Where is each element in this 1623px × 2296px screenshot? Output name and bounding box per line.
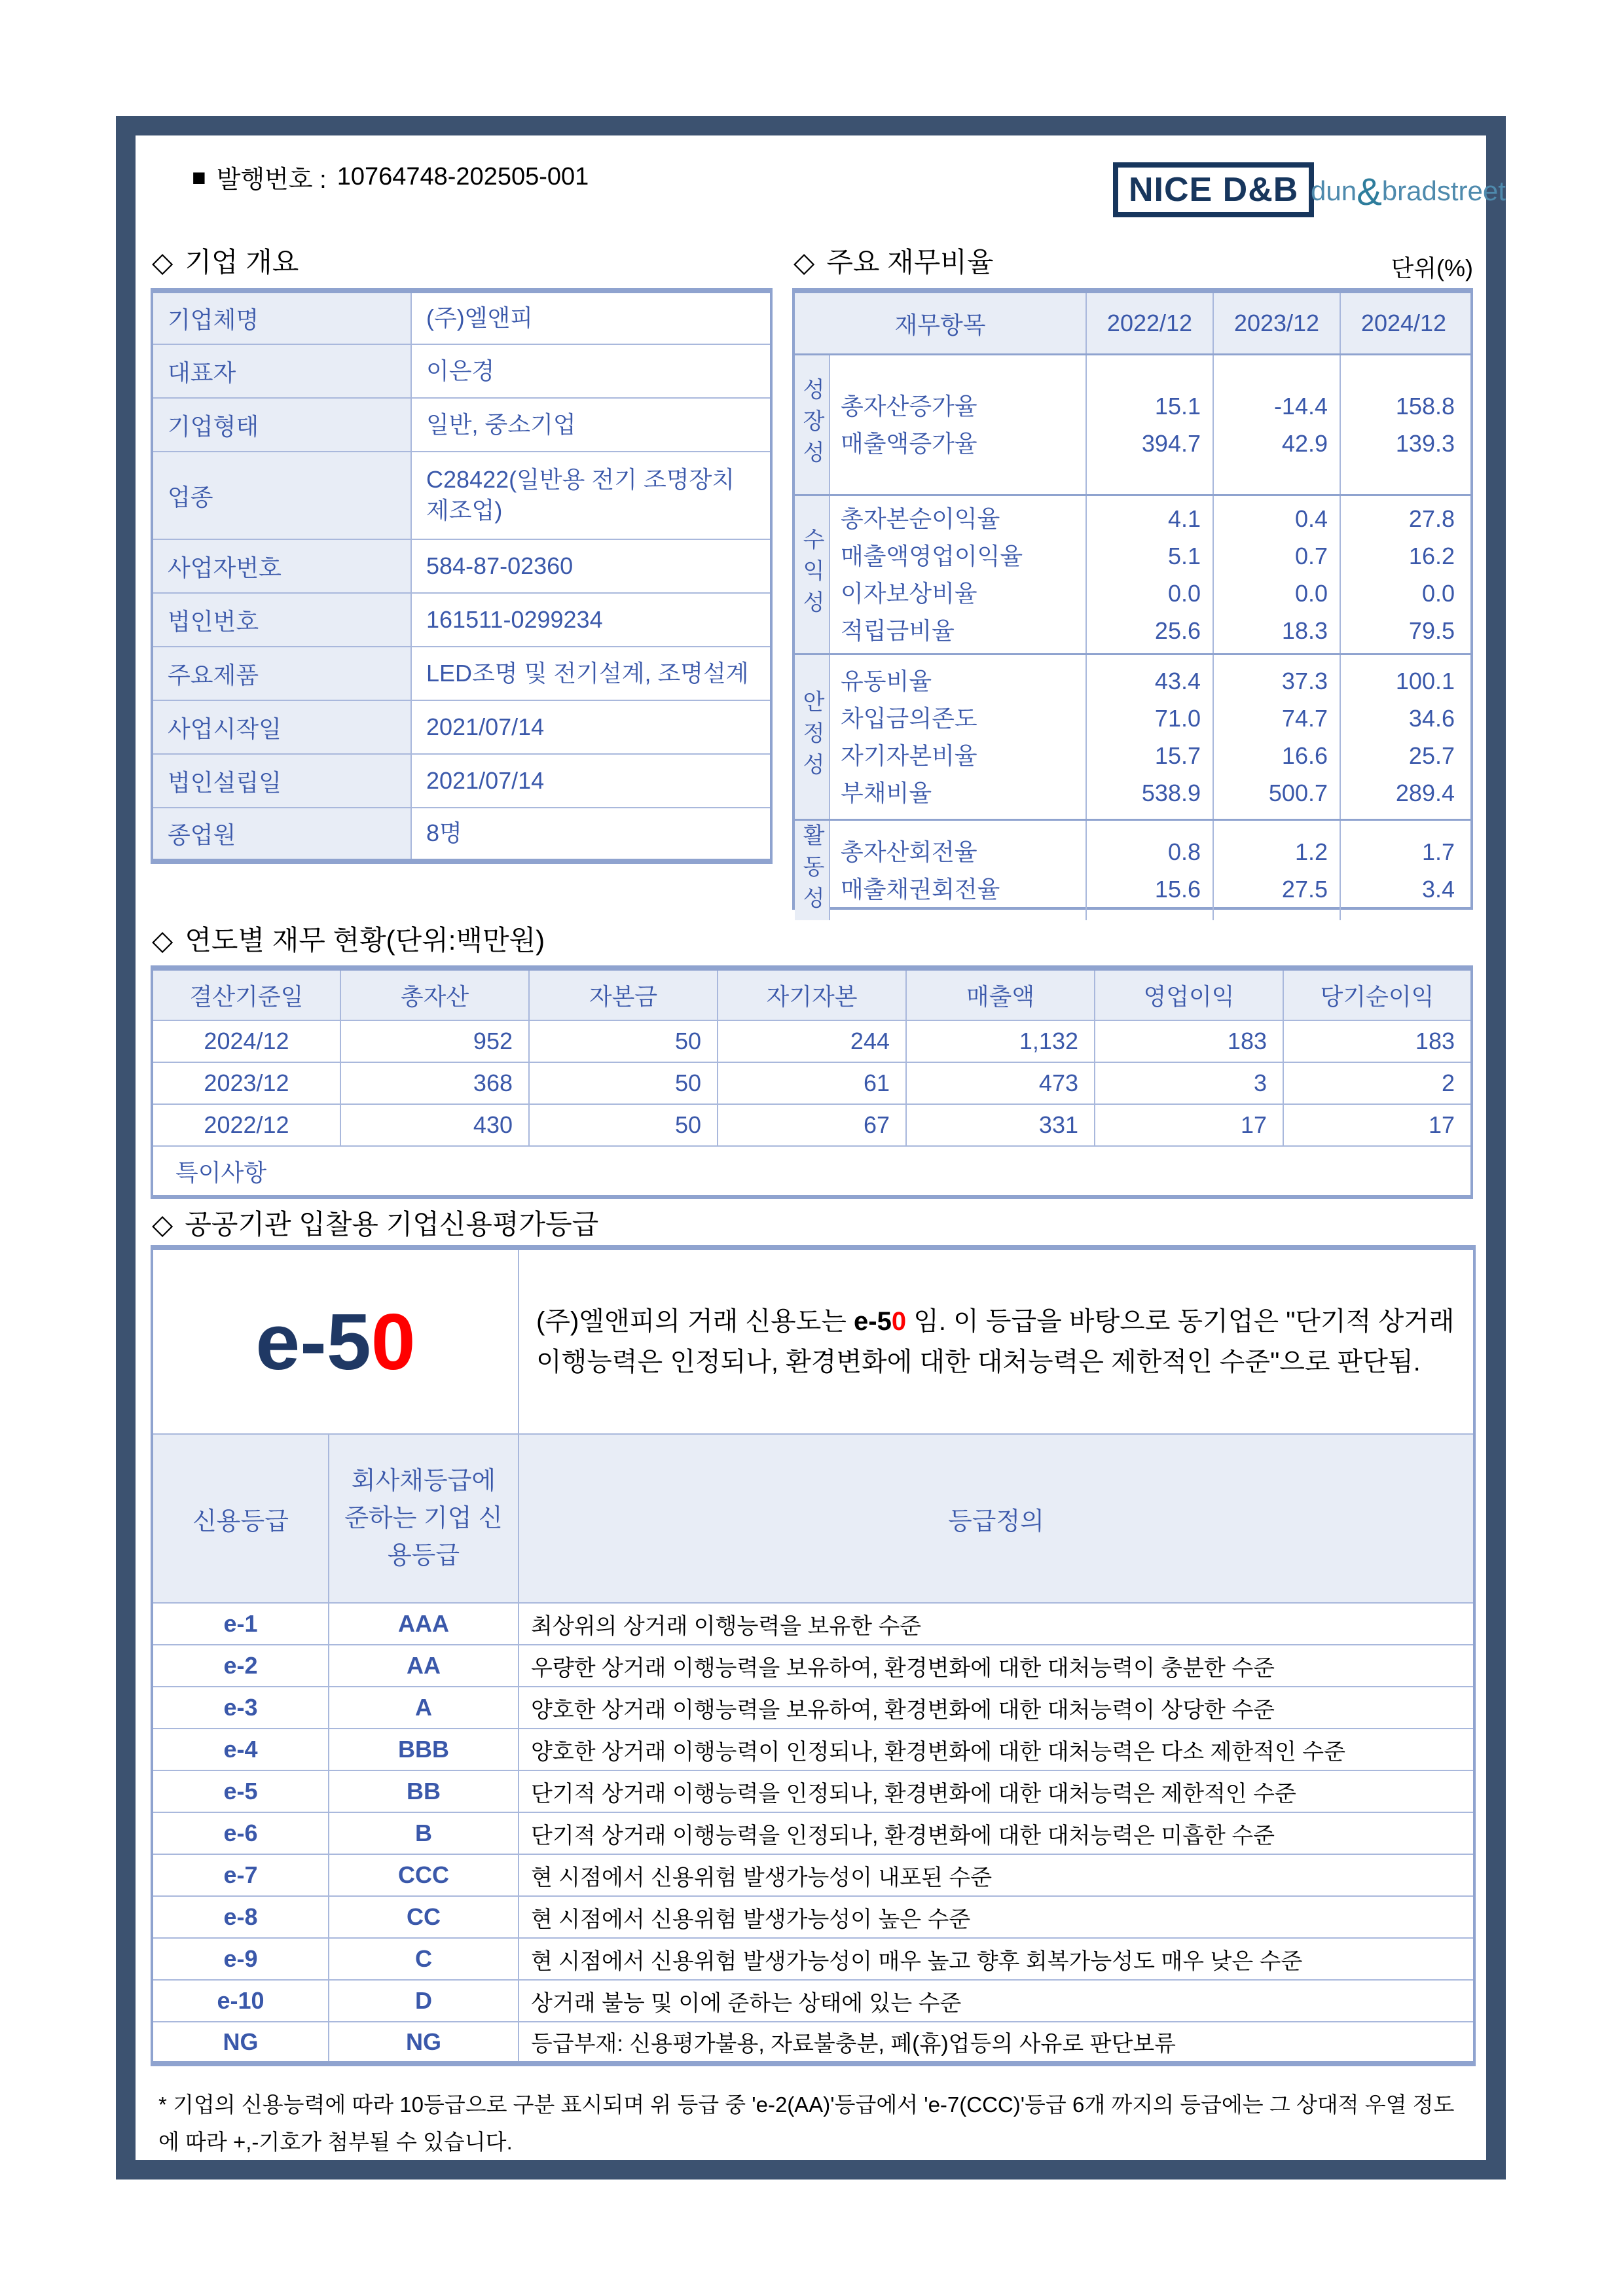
ratio-values-2024 [1340, 821, 1467, 920]
column-header-year: 2022/12 [1085, 293, 1213, 353]
ratio-value: 37.3 [1281, 668, 1328, 694]
table-row [152, 1062, 1472, 1104]
ratio-value: 1.7 [1421, 838, 1455, 865]
ratio-group-profitability [795, 494, 1470, 653]
ratio-value: 79.5 [1408, 617, 1455, 644]
ratio-value: 15.6 [1154, 876, 1201, 903]
field-value: (주)엘앤피 [411, 291, 771, 344]
rating-scale-row [152, 1770, 1474, 1812]
unit-label: 단위(%) [1391, 255, 1473, 281]
field-label: 법인번호 [152, 593, 411, 647]
cell-value: 17 [1283, 1104, 1472, 1146]
rating-scale-row [152, 1896, 1474, 1938]
ratio-value: 0.4 [1294, 505, 1328, 532]
fiscal-year: 2023/12 [152, 1062, 340, 1104]
cell-value: 183 [1095, 1020, 1283, 1062]
issue-number-line [192, 159, 589, 195]
table-row [152, 539, 771, 593]
logo-bradstreet: bradstreet [1381, 175, 1506, 206]
ratio-value: 25.6 [1154, 617, 1201, 644]
column-header: 결산기준일 [152, 968, 340, 1020]
section-title-text: 기업 개요 [185, 247, 299, 278]
field-label: 종업원 [152, 808, 411, 861]
issue-number: 10764748-202505-001 [337, 163, 589, 190]
table-row [152, 700, 771, 754]
bond-grade-cell: D [329, 1980, 519, 2022]
ratio-value: 5.1 [1167, 543, 1201, 569]
ratio-values-2023 [1213, 355, 1340, 494]
ratio-group-stability [795, 653, 1470, 819]
diamond-icon: ◇ [152, 1209, 173, 1240]
column-header-grade: 신용등급 [152, 1434, 329, 1603]
ratio-values-2024 [1340, 655, 1467, 819]
ratio-values-2022 [1085, 821, 1213, 920]
ratio-item-labels [829, 821, 1085, 920]
cell-value: 952 [340, 1020, 529, 1062]
column-header-year: 2024/12 [1340, 293, 1467, 353]
cell-value: 473 [906, 1062, 1095, 1104]
ratio-value: 34.6 [1408, 705, 1455, 732]
ratio-value: 18.3 [1281, 617, 1328, 644]
ratio-label: 적립금비율 [841, 617, 955, 644]
section-title-financial-ratios [793, 241, 993, 280]
rating-scale-row [152, 1854, 1474, 1896]
ratio-values-2022 [1085, 496, 1213, 653]
ratio-group-growth [795, 353, 1470, 494]
column-header: 총자산 [340, 968, 529, 1020]
ratio-item-labels [829, 655, 1085, 819]
grade-cell: e-7 [152, 1854, 329, 1896]
ratio-value: 71.0 [1154, 705, 1201, 732]
ratio-values-2022 [1085, 655, 1213, 819]
grade-cell: e-8 [152, 1896, 329, 1938]
cell-value: 430 [340, 1104, 529, 1146]
cell-value: 50 [529, 1020, 718, 1062]
ratio-label: 매출액증가율 [841, 430, 977, 457]
definition-cell: 양호한 상거래 이행능력이 인정되나, 환경변화에 대한 대처능력은 다소 제한적인 수준 [519, 1729, 1474, 1770]
diamond-icon: ◇ [152, 247, 173, 278]
ratio-item-labels [829, 355, 1085, 494]
diamond-icon: ◇ [152, 925, 173, 956]
rating-table-header-row [152, 1434, 1474, 1603]
ratio-values-2022 [1085, 355, 1213, 494]
rating-scale-row [152, 1687, 1474, 1729]
ratio-value: 538.9 [1141, 780, 1201, 806]
diamond-icon: ◇ [793, 247, 815, 278]
field-label: 사업시작일 [152, 700, 411, 754]
definition-cell: 상거래 불능 및 이에 준하는 상태에 있는 수준 [519, 1980, 1474, 2022]
field-value: C28422(일반용 전기 조명장치 제조업) [411, 452, 771, 539]
ratio-label: 이자보상비율 [841, 580, 977, 607]
grade-cell: e-5 [152, 1770, 329, 1812]
nice-dnb-logo: NICE D&B [1113, 162, 1314, 217]
definition-cell: 양호한 상거래 이행능력을 보유하여, 환경변화에 대한 대처능력이 상당한 수준 [519, 1687, 1474, 1729]
ampersand-icon: & [1357, 171, 1382, 213]
issue-label: 발행번호 : [216, 166, 327, 194]
ratio-value: 15.1 [1154, 393, 1201, 420]
ratio-value: 1.2 [1294, 838, 1328, 865]
dun-bradstreet-logo [1311, 170, 1506, 214]
section-title-credit-rating [152, 1203, 598, 1242]
ratio-value: 15.7 [1154, 742, 1201, 769]
ratio-label: 유동비율 [841, 668, 932, 694]
ratio-values-2023 [1213, 821, 1340, 920]
section-title-text: 주요 재무비율 [826, 247, 994, 278]
ratio-value: 0.8 [1167, 838, 1201, 865]
section-title-company-overview [152, 241, 299, 280]
ratio-group-activity [795, 819, 1470, 920]
annual-financials-table [151, 965, 1473, 1199]
summary-text: (주)엘앤피의 거래 신용도는 [536, 1307, 854, 1336]
grade-cell: e-4 [152, 1729, 329, 1770]
table-row [152, 344, 771, 398]
table-header-row [152, 968, 1472, 1020]
rating-scale-row [152, 1603, 1474, 1645]
ratio-value: 500.7 [1268, 780, 1328, 806]
ratios-header-row [795, 293, 1470, 353]
ratio-value: 42.9 [1281, 430, 1328, 457]
ratio-value: 16.2 [1408, 543, 1455, 569]
credit-grade-display [152, 1247, 519, 1434]
ratio-value: 4.1 [1167, 505, 1201, 532]
grade-cell: e-9 [152, 1938, 329, 1980]
group-label: 수익성 [795, 496, 829, 653]
company-overview-table [151, 288, 773, 864]
ratio-values-2024 [1340, 496, 1467, 653]
ratio-label: 자기자본비율 [841, 742, 977, 769]
ratio-value: 0.0 [1421, 580, 1455, 607]
column-header-year: 2023/12 [1213, 293, 1340, 353]
column-header: 재무항목 [894, 311, 986, 338]
grade-cell: e-6 [152, 1812, 329, 1854]
bond-grade-cell: CCC [329, 1854, 519, 1896]
column-header: 당기순이익 [1283, 968, 1472, 1020]
column-header: 영업이익 [1095, 968, 1283, 1020]
ratio-value: 394.7 [1141, 430, 1201, 457]
field-label: 법인설립일 [152, 754, 411, 808]
field-value: 584-87-02360 [411, 539, 771, 593]
bond-grade-cell: NG [329, 2022, 519, 2064]
column-header: 자기자본 [718, 968, 906, 1020]
grade-suffix: 0 [371, 1297, 416, 1386]
bond-grade-cell: C [329, 1938, 519, 1980]
cell-value: 50 [529, 1104, 718, 1146]
logo-dun: dun [1311, 175, 1357, 206]
field-label: 기업체명 [152, 291, 411, 344]
bullet-square-icon: ■ [192, 163, 206, 190]
ratio-value: 0.7 [1294, 543, 1328, 569]
ratio-values-2023 [1213, 655, 1340, 819]
ratio-value: -14.4 [1273, 393, 1328, 420]
ratio-value: 43.4 [1154, 668, 1201, 694]
financial-ratios-table [792, 288, 1473, 918]
ratio-values-2023 [1213, 496, 1340, 653]
cell-value: 331 [906, 1104, 1095, 1146]
ratio-label: 부채비율 [841, 780, 932, 806]
ratio-value: 3.4 [1421, 876, 1455, 903]
grade-cell: NG [152, 2022, 329, 2064]
ratio-value: 0.0 [1294, 580, 1328, 607]
ratio-label: 총자산회전율 [841, 838, 977, 865]
table-row [152, 398, 771, 452]
special-notes-label: 특이사항 [152, 1146, 1472, 1197]
summary-grade-prefix: e-5 [854, 1307, 892, 1336]
group-label: 활동성 [795, 821, 829, 920]
ratio-value: 289.4 [1395, 780, 1455, 806]
credit-rating-table [151, 1245, 1476, 2066]
table-row [152, 291, 771, 344]
definition-cell: 등급부재: 신용평가불용, 자료불충분, 폐(휴)업등의 사유로 판단보류 [519, 2022, 1474, 2064]
section-title-text: 공공기관 입찰용 기업신용평가등급 [185, 1209, 599, 1240]
cell-value: 17 [1095, 1104, 1283, 1146]
table-row [152, 1104, 1472, 1146]
section-title-text: 연도별 재무 현황(단위:백만원) [185, 925, 545, 956]
cell-value: 1,132 [906, 1020, 1095, 1062]
table-row [152, 593, 771, 647]
bond-grade-cell: BB [329, 1770, 519, 1812]
field-value: 161511-0299234 [411, 593, 771, 647]
field-value: 2021/07/14 [411, 700, 771, 754]
fiscal-year: 2022/12 [152, 1104, 340, 1146]
ratio-value: 100.1 [1395, 668, 1455, 694]
group-label: 성장성 [795, 355, 829, 494]
definition-cell: 우량한 상거래 이행능력을 보유하여, 환경변화에 대한 대처능력이 충분한 수준 [519, 1645, 1474, 1687]
rating-scale-row [152, 1645, 1474, 1687]
cell-value: 2 [1283, 1062, 1472, 1104]
grade-cell: e-3 [152, 1687, 329, 1729]
field-value: 이은경 [411, 344, 771, 398]
bond-grade-cell: A [329, 1687, 519, 1729]
ratio-label: 매출액영업이익율 [841, 543, 1023, 569]
ratio-label: 총자산증가율 [841, 393, 977, 420]
ratio-value: 158.8 [1395, 393, 1455, 420]
definition-cell: 단기적 상거래 이행능력을 인정되나, 환경변화에 대한 대처능력은 미흡한 수준 [519, 1812, 1474, 1854]
group-label: 안정성 [795, 655, 829, 819]
cell-value: 183 [1283, 1020, 1472, 1062]
definition-cell: 단기적 상거래 이행능력을 인정되나, 환경변화에 대한 대처능력은 제한적인 수준 [519, 1770, 1474, 1812]
rating-scale-row [152, 1938, 1474, 1980]
bond-grade-cell: AAA [329, 1603, 519, 1645]
field-label: 기업형태 [152, 398, 411, 452]
grade-cell: e-1 [152, 1603, 329, 1645]
ratio-value: 27.5 [1281, 876, 1328, 903]
ratio-value: 0.0 [1167, 580, 1201, 607]
definition-cell: 현 시점에서 신용위험 발생가능성이 높은 수준 [519, 1896, 1474, 1938]
field-label: 주요제품 [152, 647, 411, 700]
cell-value: 67 [718, 1104, 906, 1146]
rating-summary-row [152, 1247, 1474, 1434]
ratio-label: 매출채권회전율 [841, 876, 1000, 903]
summary-text: 임. 이 등급을 바탕으로 동기업은 "단기적 상거래 이행능력은 인정되나, 환경변화에 대한 대처능력은 제한적인 수준"으로 판단됨. [536, 1307, 1455, 1376]
ratio-label: 차입금의존도 [841, 705, 977, 732]
field-label: 업종 [152, 452, 411, 539]
definition-cell: 현 시점에서 신용위험 발생가능성이 매우 높고 향후 회복가능성도 매우 낮은 수준 [519, 1938, 1474, 1980]
rating-footnote: * 기업의 신용능력에 따라 10등급으로 구분 표시되며 위 등급 중 'e-2(AA)'등급에서 'e-7(CCC)'등급 6개 까지의 등급에는 그 상대적 우열 정도에 따라 +,-기호가 첨부될 수 있습니다. [158, 2092, 1455, 2154]
bond-grade-cell: CC [329, 1896, 519, 1938]
cell-value: 368 [340, 1062, 529, 1104]
ratio-value: 74.7 [1281, 705, 1328, 732]
column-header: 매출액 [906, 968, 1095, 1020]
summary-grade-suffix: 0 [891, 1307, 907, 1336]
definition-cell: 최상위의 상거래 이행능력을 보유한 수준 [519, 1603, 1474, 1645]
field-value: LED조명 및 전기설계, 조명설계 [411, 647, 771, 700]
field-label: 사업자번호 [152, 539, 411, 593]
field-value: 2021/07/14 [411, 754, 771, 808]
rating-scale-row [152, 1812, 1474, 1854]
column-header-bond-grade: 회사채등급에 준하는 기업 신용등급 [329, 1434, 519, 1603]
table-row [152, 452, 771, 539]
ratio-values-2024 [1340, 355, 1467, 494]
ratio-value: 139.3 [1395, 430, 1455, 457]
column-header-definition: 등급정의 [519, 1434, 1474, 1603]
field-value: 8명 [411, 808, 771, 861]
table-row [152, 754, 771, 808]
field-value: 일반, 중소기업 [411, 398, 771, 452]
ratio-value: 16.6 [1281, 742, 1328, 769]
ratio-item-labels [829, 496, 1085, 653]
bond-grade-cell: BBB [329, 1729, 519, 1770]
ratio-value: 27.8 [1408, 505, 1455, 532]
table-row [152, 1020, 1472, 1062]
special-notes-row [152, 1146, 1472, 1197]
cell-value: 3 [1095, 1062, 1283, 1104]
table-row [152, 808, 771, 861]
grade-cell: e-2 [152, 1645, 329, 1687]
rating-scale-row [152, 1980, 1474, 2022]
grade-cell: e-10 [152, 1980, 329, 2022]
cell-value: 61 [718, 1062, 906, 1104]
field-label: 대표자 [152, 344, 411, 398]
bond-grade-cell: B [329, 1812, 519, 1854]
column-header: 자본금 [529, 968, 718, 1020]
grade-prefix: e-5 [255, 1297, 371, 1386]
section-title-annual-financials [152, 919, 545, 958]
cell-value: 244 [718, 1020, 906, 1062]
definition-cell: 현 시점에서 신용위험 발생가능성이 내포된 수준 [519, 1854, 1474, 1896]
rating-scale-row [152, 2022, 1474, 2064]
ratio-label: 총자본순이익율 [841, 505, 1000, 532]
cell-value: 50 [529, 1062, 718, 1104]
table-row [152, 647, 771, 700]
bond-grade-cell: AA [329, 1645, 519, 1687]
ratio-value: 25.7 [1408, 742, 1455, 769]
credit-grade-summary [519, 1247, 1474, 1434]
rating-scale-row [152, 1729, 1474, 1770]
fiscal-year: 2024/12 [152, 1020, 340, 1062]
